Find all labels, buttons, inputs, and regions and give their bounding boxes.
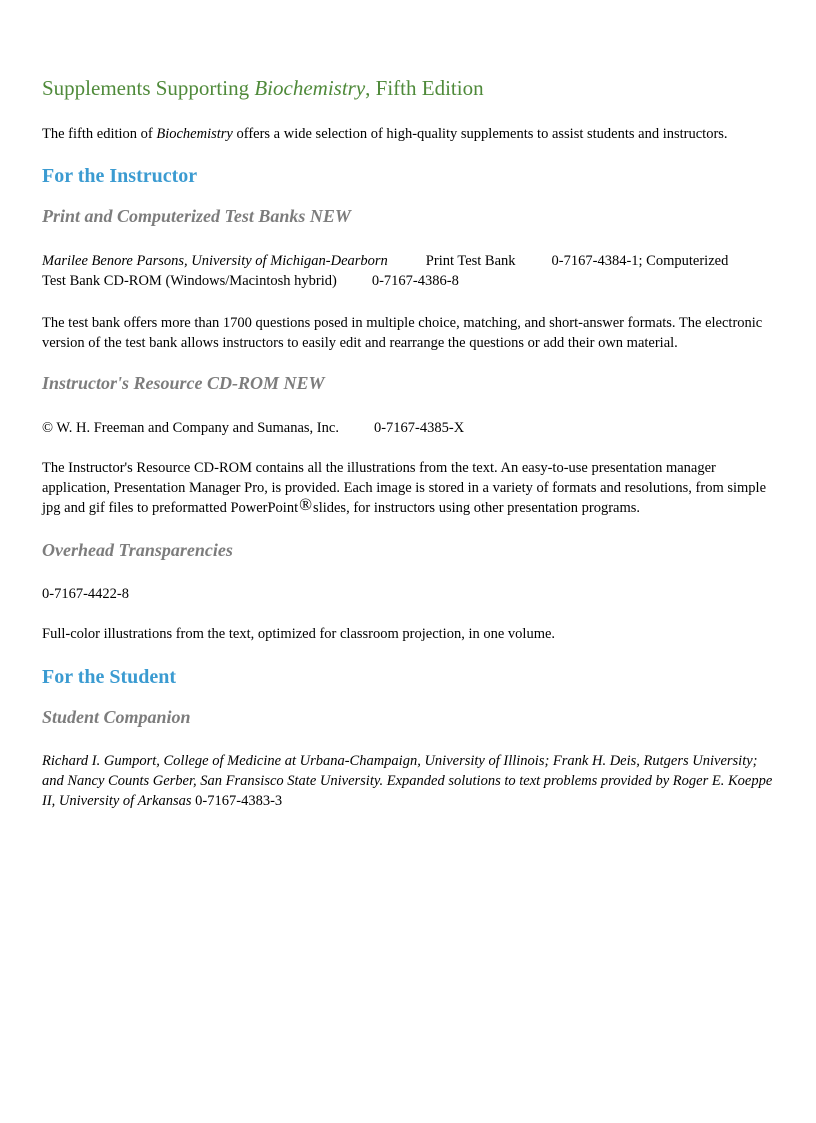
test-banks-description: The test bank offers more than 1700 questions posed in multiple choice, matching, and short-answer formats. The electronic version of the test bank allows instructors to easily edit and rearrange the questions or add their own material. (42, 315, 763, 351)
test-banks-author: Marilee Benore Parsons, University of Michigan-Dearborn (42, 253, 388, 269)
instructor-heading: For the Instructor (42, 165, 198, 187)
transparencies-heading: Overhead Transparencies (42, 540, 233, 560)
cd-test-bank-label: Test Bank CD-ROM (Windows/Macintosh hybrid) (42, 273, 337, 289)
intro-book-name: Biochemistry (156, 126, 233, 142)
student-companion-heading: Student Companion (42, 707, 191, 727)
registered-mark-icon: ® (299, 495, 313, 514)
print-test-bank-label: Print Test Bank (425, 253, 516, 269)
test-banks-heading: Print and Computerized Test Banks NEW (42, 206, 351, 226)
student-companion-info (42, 751, 782, 811)
print-test-bank-isbn: 0-7167-4384-1; Computerized (551, 253, 729, 269)
resource-cd-copyright: © W. H. Freeman and Company and Sumanas, Inc. (42, 420, 339, 436)
intro-suffix: offers a wide selection of high-quality supplements to assist students and instructors. (232, 126, 728, 142)
student-companion-isbn: 0-7167-4383-3 (191, 793, 283, 809)
title-suffix: , Fifth Edition (365, 76, 484, 100)
student-heading: For the Student (42, 666, 177, 688)
intro-paragraph (42, 125, 782, 144)
title-prefix: Supplements Supporting (42, 76, 255, 100)
resource-cd-description-end: slides, for instructors using other presentation programs. (313, 500, 641, 516)
resource-cd-info (42, 418, 777, 438)
page-title (42, 76, 484, 101)
resource-cd-description-start: The Instructor's Resource CD-ROM contains all the illustrations from the text. An easy-to-use presentation manager application, Presentation Manager Pro, is provided. Each image is stored in a variety of formats and resolutions, from simple jpg and gif files to preformatted PowerPoint (42, 460, 767, 516)
student-companion-authors: Richard I. Gumport, College of Medicine at Urbana-Champaign, University of Illinois; Frank H. Deis, Rutgers University; and Nancy Counts Gerber, San Fransisco State University. Expanded solutions to text problems provided by Roger E. Koeppe II, University of Arkansas (42, 753, 773, 809)
resource-cd-isbn: 0-7167-4385-X (373, 420, 465, 436)
transparencies-description: Full-color illustrations from the text, optimized for classroom projection, in one volume. (42, 626, 556, 642)
resource-cd-description (42, 458, 777, 518)
resource-cd-heading: Instructor's Resource CD-ROM NEW (42, 373, 325, 393)
title-book-name: Biochemistry (254, 76, 366, 100)
intro-prefix: The fifth edition of (42, 126, 157, 142)
transparencies-isbn: 0-7167-4422-8 (42, 586, 129, 602)
test-banks-info (42, 251, 777, 291)
cd-test-bank-isbn: 0-7167-4386-8 (371, 273, 459, 289)
